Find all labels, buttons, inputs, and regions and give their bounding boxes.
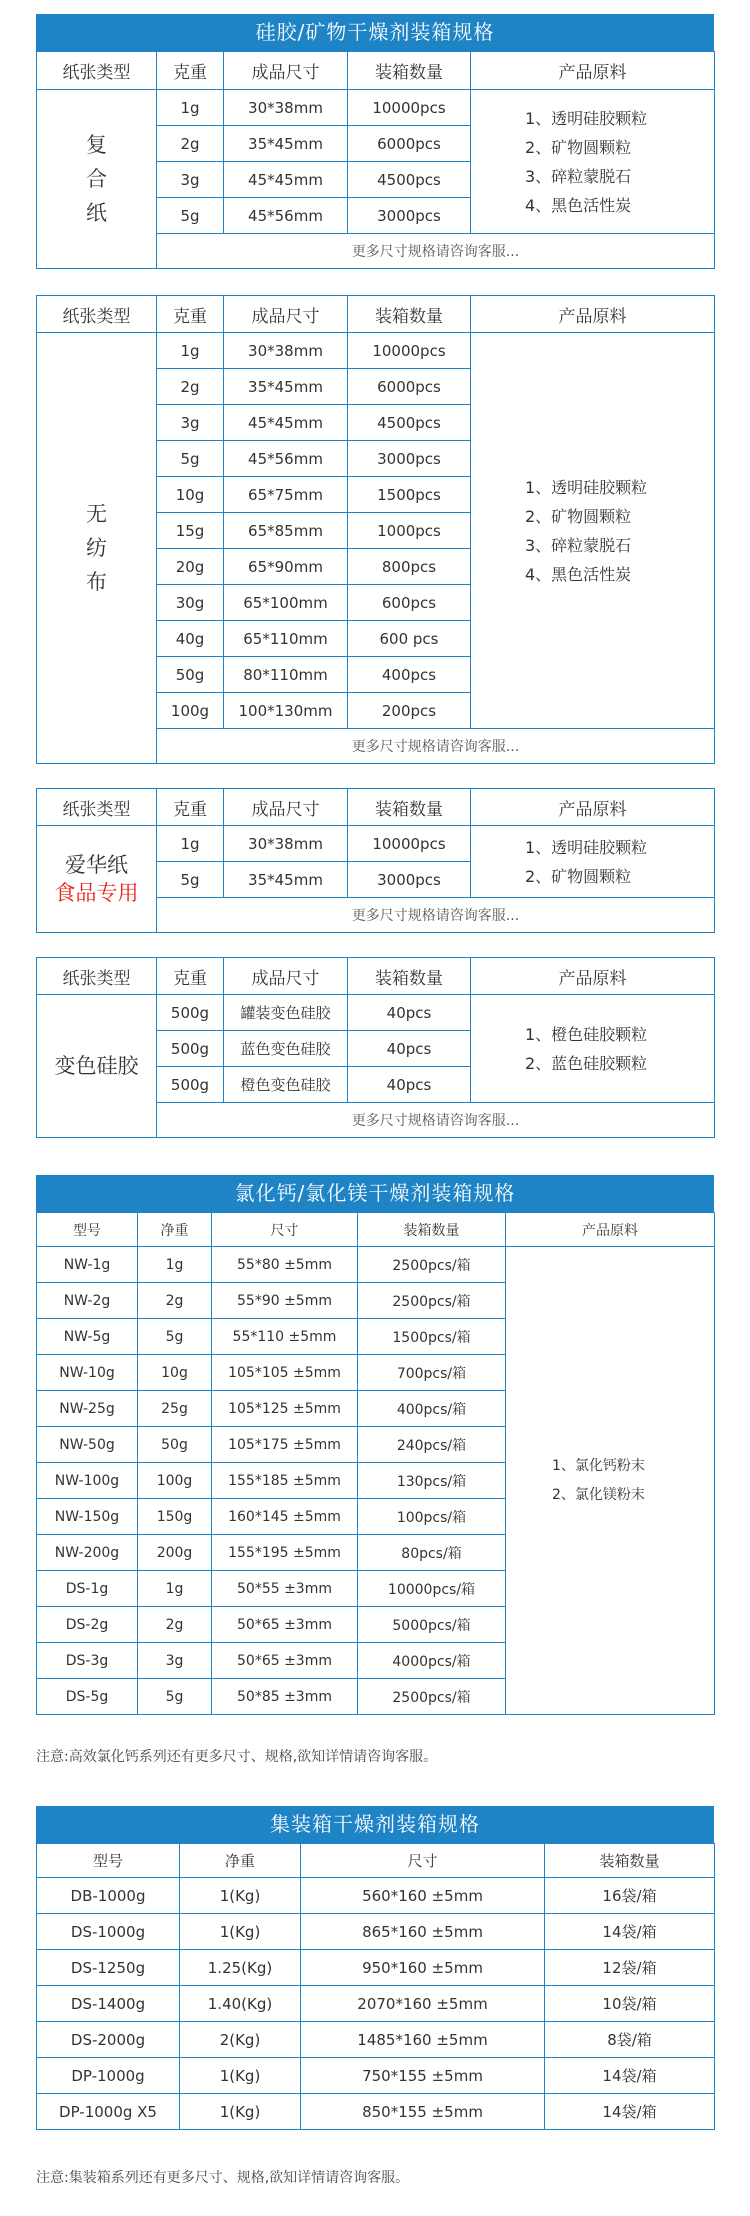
model-cell: DS-2g xyxy=(37,1607,138,1643)
size-cell: 865*160 ±5mm xyxy=(301,1914,545,1950)
size-cell: 45*45mm xyxy=(224,162,348,198)
header-cell: 尺寸 xyxy=(301,1844,545,1878)
weight-cell: 5g xyxy=(157,441,224,477)
model-cell: DS-1g xyxy=(37,1571,138,1607)
weight-cell: 2g xyxy=(157,369,224,405)
size-cell: 蓝色变色硅胶 xyxy=(224,1031,348,1067)
spec-table xyxy=(36,295,715,764)
weight-cell: 150g xyxy=(138,1499,212,1535)
model-cell: DP-1000g X5 xyxy=(37,2094,180,2130)
header-cell: 纸张类型 xyxy=(37,789,157,826)
model-cell: DS-1000g xyxy=(37,1914,180,1950)
weight-cell: 1.40(Kg) xyxy=(180,1986,301,2022)
material-item: 2、矿物圆颗粒 xyxy=(525,137,632,157)
header-cell: 装箱数量 xyxy=(348,52,471,90)
material-item: 2、氯化镁粉末 xyxy=(552,1486,645,1503)
header-cell: 克重 xyxy=(157,958,224,995)
paper-type-cell xyxy=(37,90,157,269)
weight-cell: 1g xyxy=(138,1571,212,1607)
size-cell: 105*175 ±5mm xyxy=(212,1427,358,1463)
material-item: 2、蓝色硅胶颗粒 xyxy=(525,1053,648,1073)
material-item: 1、透明硅胶颗粒 xyxy=(525,837,648,857)
header-cell: 纸张类型 xyxy=(37,296,157,333)
size-cell: 65*110mm xyxy=(224,621,348,657)
calcium-note: 注意:高效氯化钙系列还有更多尺寸、规格,欲知详情请咨询客服。 xyxy=(36,1749,438,1765)
table-row xyxy=(37,2022,715,2058)
header-cell: 尺寸 xyxy=(212,1213,358,1247)
weight-cell: 200g xyxy=(138,1535,212,1571)
section-title: 硅胶/矿物干燥剂装箱规格 xyxy=(36,14,714,51)
header-cell: 成品尺寸 xyxy=(224,789,348,826)
table-row xyxy=(37,333,715,369)
material-item: 1、透明硅胶颗粒 xyxy=(525,477,648,497)
qty-cell: 80pcs/箱 xyxy=(358,1535,506,1571)
header-cell: 装箱数量 xyxy=(348,789,471,826)
weight-cell: 5g xyxy=(138,1679,212,1715)
header-cell: 克重 xyxy=(157,296,224,333)
material-item: 4、黑色活性炭 xyxy=(525,564,632,584)
weight-cell: 1(Kg) xyxy=(180,1878,301,1914)
qty-cell: 240pcs/箱 xyxy=(358,1427,506,1463)
qty-cell: 2500pcs/箱 xyxy=(358,1283,506,1319)
header-cell: 产品原料 xyxy=(471,52,715,90)
weight-cell: 1(Kg) xyxy=(180,1914,301,1950)
spec-table xyxy=(36,51,715,269)
size-cell: 100*130mm xyxy=(224,693,348,729)
table-row xyxy=(37,995,715,1031)
qty-cell: 3000pcs xyxy=(348,198,471,234)
weight-cell: 1g xyxy=(157,333,224,369)
weight-cell: 5g xyxy=(138,1319,212,1355)
model-cell: NW-200g xyxy=(37,1535,138,1571)
header-cell: 克重 xyxy=(157,789,224,826)
table-header xyxy=(37,958,715,995)
table-row xyxy=(37,1914,715,1950)
weight-cell: 2g xyxy=(138,1283,212,1319)
weight-cell: 3g xyxy=(157,162,224,198)
qty-cell: 4000pcs/箱 xyxy=(358,1643,506,1679)
model-cell: NW-25g xyxy=(37,1391,138,1427)
model-cell: DS-3g xyxy=(37,1643,138,1679)
header-cell: 装箱数量 xyxy=(348,958,471,995)
weight-cell: 1(Kg) xyxy=(180,2058,301,2094)
qty-cell: 4500pcs xyxy=(348,162,471,198)
header-cell: 成品尺寸 xyxy=(224,296,348,333)
qty-cell: 10000pcs xyxy=(348,333,471,369)
size-cell: 950*160 ±5mm xyxy=(301,1950,545,1986)
spec-table xyxy=(36,788,715,933)
header-cell: 装箱数量 xyxy=(545,1844,715,1878)
qty-cell: 700pcs/箱 xyxy=(358,1355,506,1391)
qty-cell: 130pcs/箱 xyxy=(358,1463,506,1499)
table-row xyxy=(37,1950,715,1986)
qty-cell: 2500pcs/箱 xyxy=(358,1679,506,1715)
paper-type-cell: 变色硅胶 xyxy=(37,995,157,1138)
weight-cell: 15g xyxy=(157,513,224,549)
table-row xyxy=(37,826,715,862)
section-nonwoven xyxy=(36,295,714,764)
size-cell: 50*65 ±3mm xyxy=(212,1607,358,1643)
model-cell: NW-1g xyxy=(37,1247,138,1283)
table-row xyxy=(37,2094,715,2130)
size-cell: 55*80 ±5mm xyxy=(212,1247,358,1283)
section-title: 集装箱干燥剂装箱规格 xyxy=(36,1806,714,1843)
size-cell: 罐装变色硅胶 xyxy=(224,995,348,1031)
size-cell: 105*105 ±5mm xyxy=(212,1355,358,1391)
size-cell: 橙色变色硅胶 xyxy=(224,1067,348,1103)
size-cell: 80*110mm xyxy=(224,657,348,693)
size-cell: 35*45mm xyxy=(224,369,348,405)
weight-cell: 20g xyxy=(157,549,224,585)
section-indicating-silica xyxy=(36,957,714,1138)
qty-cell: 10袋/箱 xyxy=(545,1986,715,2022)
model-cell: NW-2g xyxy=(37,1283,138,1319)
section-title: 氯化钙/氯化镁干燥剂装箱规格 xyxy=(36,1175,714,1212)
header-cell: 产品原料 xyxy=(471,958,715,995)
more-sizes-text: 更多尺寸规格请咨询客服... xyxy=(157,898,715,933)
weight-cell: 1g xyxy=(157,90,224,126)
table-row xyxy=(37,90,715,126)
model-cell: DB-1000g xyxy=(37,1878,180,1914)
weight-cell: 500g xyxy=(157,1031,224,1067)
spec-table xyxy=(36,1212,715,1715)
weight-cell: 1(Kg) xyxy=(180,2094,301,2130)
header-cell: 纸张类型 xyxy=(37,52,157,90)
more-sizes-text: 更多尺寸规格请咨询客服... xyxy=(157,729,715,764)
header-cell: 型号 xyxy=(37,1213,138,1247)
weight-cell: 500g xyxy=(157,995,224,1031)
qty-cell: 14袋/箱 xyxy=(545,1914,715,1950)
section-aihua-paper xyxy=(36,788,714,933)
type-char: 合 xyxy=(86,167,107,191)
qty-cell: 40pcs xyxy=(348,1067,471,1103)
paper-type-cell xyxy=(37,826,157,933)
container-note: 注意:集装箱系列还有更多尺寸、规格,欲知详情请咨询客服。 xyxy=(36,2170,410,2186)
materials-cell xyxy=(506,1247,715,1715)
weight-cell: 30g xyxy=(157,585,224,621)
header-cell: 产品原料 xyxy=(471,789,715,826)
weight-cell: 50g xyxy=(157,657,224,693)
type-char: 布 xyxy=(86,570,107,594)
weight-cell: 50g xyxy=(138,1427,212,1463)
size-cell: 105*125 ±5mm xyxy=(212,1391,358,1427)
qty-cell: 8袋/箱 xyxy=(545,2022,715,2058)
size-cell: 65*100mm xyxy=(224,585,348,621)
size-cell: 45*45mm xyxy=(224,405,348,441)
model-cell: NW-150g xyxy=(37,1499,138,1535)
table-row xyxy=(37,2058,715,2094)
materials-cell xyxy=(471,90,715,234)
material-item: 1、橙色硅胶颗粒 xyxy=(525,1024,648,1044)
weight-cell: 2g xyxy=(138,1607,212,1643)
header-cell: 克重 xyxy=(157,52,224,90)
qty-cell: 40pcs xyxy=(348,995,471,1031)
header-cell: 成品尺寸 xyxy=(224,52,348,90)
model-cell: DS-5g xyxy=(37,1679,138,1715)
weight-cell: 1g xyxy=(157,826,224,862)
model-cell: DS-1250g xyxy=(37,1950,180,1986)
weight-cell: 5g xyxy=(157,198,224,234)
table-header xyxy=(37,789,715,826)
size-cell: 155*195 ±5mm xyxy=(212,1535,358,1571)
header-cell: 产品原料 xyxy=(471,296,715,333)
size-cell: 155*185 ±5mm xyxy=(212,1463,358,1499)
material-item: 1、透明硅胶颗粒 xyxy=(525,108,648,128)
material-item: 3、碎粒蒙脱石 xyxy=(525,535,632,555)
weight-cell: 3g xyxy=(138,1643,212,1679)
table-header xyxy=(37,1213,715,1247)
size-cell: 55*90 ±5mm xyxy=(212,1283,358,1319)
size-cell: 30*38mm xyxy=(224,826,348,862)
weight-cell: 10g xyxy=(157,477,224,513)
table-row xyxy=(37,1878,715,1914)
qty-cell: 200pcs xyxy=(348,693,471,729)
table-row xyxy=(37,1247,715,1283)
weight-cell: 500g xyxy=(157,1067,224,1103)
size-cell: 65*85mm xyxy=(224,513,348,549)
model-cell: NW-50g xyxy=(37,1427,138,1463)
qty-cell: 14袋/箱 xyxy=(545,2058,715,2094)
type-char: 纺 xyxy=(86,536,107,560)
qty-cell: 6000pcs xyxy=(348,126,471,162)
spec-table xyxy=(36,1843,715,2130)
size-cell: 2070*160 ±5mm xyxy=(301,1986,545,2022)
weight-cell: 3g xyxy=(157,405,224,441)
spec-table xyxy=(36,957,715,1138)
weight-cell: 1.25(Kg) xyxy=(180,1950,301,1986)
header-cell: 产品原料 xyxy=(506,1213,715,1247)
qty-cell: 600pcs xyxy=(348,585,471,621)
size-cell: 55*110 ±5mm xyxy=(212,1319,358,1355)
header-cell: 型号 xyxy=(37,1844,180,1878)
more-sizes-text: 更多尺寸规格请咨询客服... xyxy=(157,1103,715,1138)
qty-cell: 600 pcs xyxy=(348,621,471,657)
weight-cell: 2g xyxy=(157,126,224,162)
weight-cell: 10g xyxy=(138,1355,212,1391)
model-cell: DP-1000g xyxy=(37,2058,180,2094)
section-silica-composite xyxy=(36,14,714,269)
size-cell: 50*65 ±3mm xyxy=(212,1643,358,1679)
materials-cell xyxy=(471,826,715,898)
size-cell: 160*145 ±5mm xyxy=(212,1499,358,1535)
size-cell: 560*160 ±5mm xyxy=(301,1878,545,1914)
header-cell: 成品尺寸 xyxy=(224,958,348,995)
qty-cell: 1500pcs xyxy=(348,477,471,513)
size-cell: 45*56mm xyxy=(224,441,348,477)
material-item: 1、氯化钙粉末 xyxy=(552,1457,645,1474)
header-cell: 纸张类型 xyxy=(37,958,157,995)
qty-cell: 800pcs xyxy=(348,549,471,585)
food-grade-label: 食品专用 xyxy=(54,881,139,905)
type-char: 复 xyxy=(86,133,107,157)
size-cell: 750*155 ±5mm xyxy=(301,2058,545,2094)
qty-cell: 6000pcs xyxy=(348,369,471,405)
qty-cell: 3000pcs xyxy=(348,862,471,898)
size-cell: 1485*160 ±5mm xyxy=(301,2022,545,2058)
header-cell: 装箱数量 xyxy=(358,1213,506,1247)
section-calcium-chloride xyxy=(36,1175,714,1715)
model-cell: NW-100g xyxy=(37,1463,138,1499)
weight-cell: 1g xyxy=(138,1247,212,1283)
qty-cell: 40pcs xyxy=(348,1031,471,1067)
weight-cell: 25g xyxy=(138,1391,212,1427)
qty-cell: 12袋/箱 xyxy=(545,1950,715,1986)
table-header xyxy=(37,52,715,90)
materials-cell xyxy=(471,333,715,729)
weight-cell: 40g xyxy=(157,621,224,657)
table-header xyxy=(37,296,715,333)
materials-cell xyxy=(471,995,715,1103)
weight-cell: 100g xyxy=(157,693,224,729)
size-cell: 65*75mm xyxy=(224,477,348,513)
section-container-desiccant xyxy=(36,1806,714,2130)
model-cell: DS-2000g xyxy=(37,2022,180,2058)
qty-cell: 3000pcs xyxy=(348,441,471,477)
qty-cell: 400pcs/箱 xyxy=(358,1391,506,1427)
model-cell: NW-5g xyxy=(37,1319,138,1355)
material-item: 3、碎粒蒙脱石 xyxy=(525,166,632,186)
type-name: 爱华纸 xyxy=(65,853,128,877)
table-header xyxy=(37,1844,715,1878)
weight-cell: 100g xyxy=(138,1463,212,1499)
size-cell: 850*155 ±5mm xyxy=(301,2094,545,2130)
qty-cell: 1500pcs/箱 xyxy=(358,1319,506,1355)
header-cell: 净重 xyxy=(138,1213,212,1247)
material-item: 2、矿物圆颗粒 xyxy=(525,506,632,526)
size-cell: 45*56mm xyxy=(224,198,348,234)
size-cell: 35*45mm xyxy=(224,862,348,898)
qty-cell: 10000pcs xyxy=(348,826,471,862)
qty-cell: 1000pcs xyxy=(348,513,471,549)
material-item: 2、矿物圆颗粒 xyxy=(525,866,632,886)
size-cell: 65*90mm xyxy=(224,549,348,585)
qty-cell: 5000pcs/箱 xyxy=(358,1607,506,1643)
qty-cell: 400pcs xyxy=(348,657,471,693)
material-item: 4、黑色活性炭 xyxy=(525,195,632,215)
model-cell: NW-10g xyxy=(37,1355,138,1391)
weight-cell: 2(Kg) xyxy=(180,2022,301,2058)
qty-cell: 10000pcs xyxy=(348,90,471,126)
header-cell: 净重 xyxy=(180,1844,301,1878)
header-cell: 装箱数量 xyxy=(348,296,471,333)
model-cell: DS-1400g xyxy=(37,1986,180,2022)
type-char: 无 xyxy=(86,502,107,526)
qty-cell: 2500pcs/箱 xyxy=(358,1247,506,1283)
weight-cell: 5g xyxy=(157,862,224,898)
size-cell: 30*38mm xyxy=(224,333,348,369)
more-sizes-text: 更多尺寸规格请咨询客服... xyxy=(157,234,715,269)
size-cell: 35*45mm xyxy=(224,126,348,162)
qty-cell: 16袋/箱 xyxy=(545,1878,715,1914)
size-cell: 30*38mm xyxy=(224,90,348,126)
qty-cell: 100pcs/箱 xyxy=(358,1499,506,1535)
type-char: 纸 xyxy=(86,201,107,225)
qty-cell: 14袋/箱 xyxy=(545,2094,715,2130)
qty-cell: 10000pcs/箱 xyxy=(358,1571,506,1607)
size-cell: 50*55 ±3mm xyxy=(212,1571,358,1607)
qty-cell: 4500pcs xyxy=(348,405,471,441)
paper-type-cell xyxy=(37,333,157,764)
table-row xyxy=(37,1986,715,2022)
size-cell: 50*85 ±3mm xyxy=(212,1679,358,1715)
